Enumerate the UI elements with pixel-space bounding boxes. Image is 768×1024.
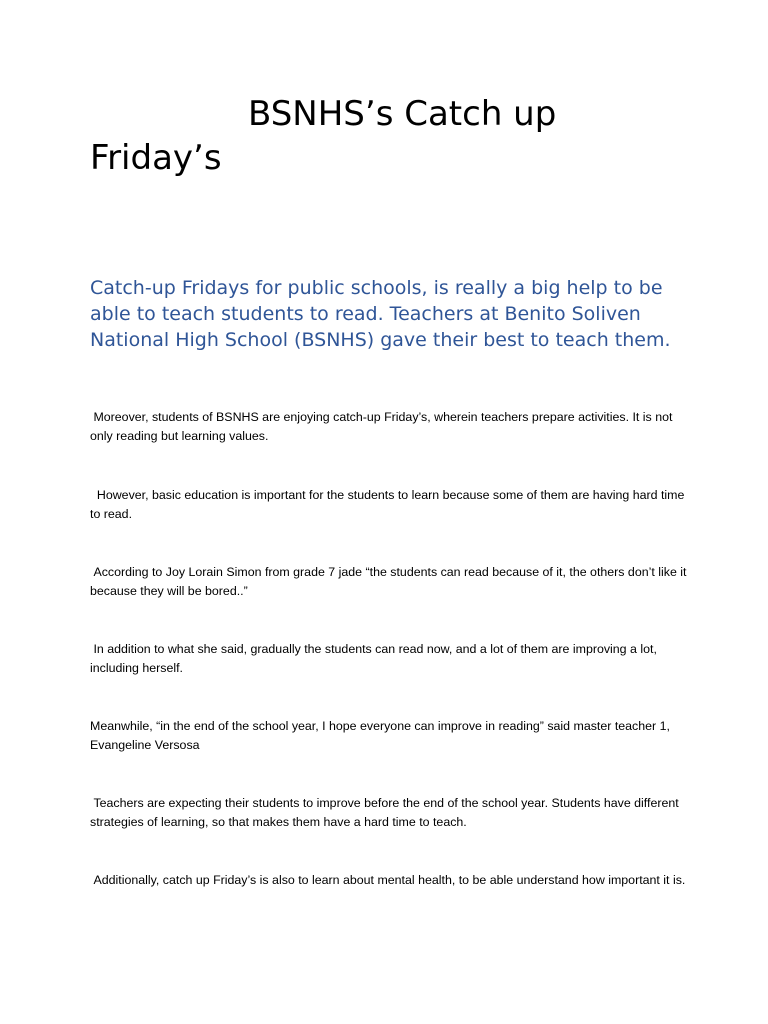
body-paragraph-6: Teachers are expecting their students to improve before the end of the school year. Students have different strategies of learning, so that makes them have a hard time to teach.	[90, 796, 683, 829]
document-title: BSNHS’s Catch up Friday’s	[90, 94, 557, 178]
body-paragraph-5: Meanwhile, “in the end of the school year, I hope everyone can improve in reading” said master teacher 1, Evangeline Versosa	[90, 719, 674, 752]
body-paragraph-2: However, basic education is important for the students to learn because some of them are having hard time to read.	[90, 488, 688, 521]
body-paragraph-7: Additionally, catch up Friday’s is also to learn about mental health, to be able understand how important it is.	[90, 873, 686, 887]
body-paragraph-3: According to Joy Lorain Simon from grade 7 jade “the students can read because of it, the others don’t like it because they will be bored..”	[90, 565, 690, 598]
body-paragraph-1: Moreover, students of BSNHS are enjoying catch-up Friday’s, wherein teachers prepare activities. It is not only reading but learning values.	[90, 410, 676, 443]
body-paragraph-4: In addition to what she said, gradually the students can read now, and a lot of them are improving a lot, including herself.	[90, 642, 661, 675]
lead-paragraph: Catch-up Fridays for public schools, is really a big help to be able to teach students to read. Teachers at Benito Soliven National High School (BSNHS) gave their best to teach them.	[90, 277, 671, 351]
